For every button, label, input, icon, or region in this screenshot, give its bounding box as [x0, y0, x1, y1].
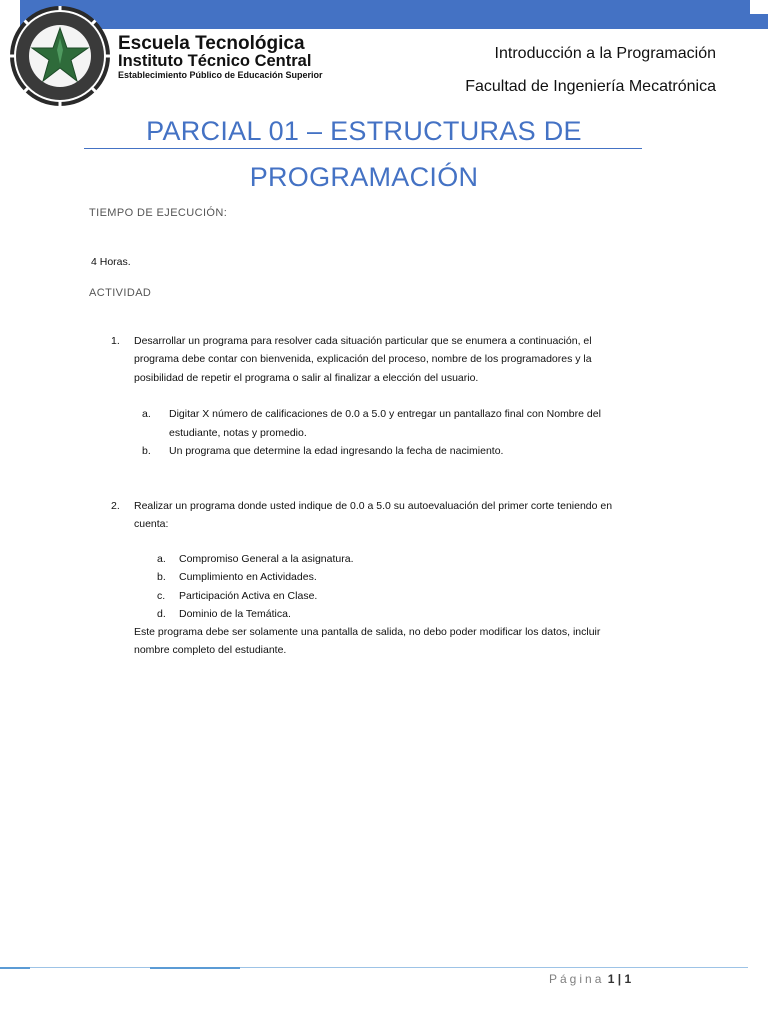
item2d-text: Dominio de la Temática.	[179, 608, 291, 620]
item1a-line2: estudiante, notas y promedio.	[169, 427, 307, 439]
activity-label: ACTIVIDAD	[89, 287, 152, 299]
item2c-text: Participación Activa en Clase.	[179, 590, 318, 602]
item1-line3: posibilidad de repetir el programa o salir al finalizar a elección del usuario.	[134, 372, 479, 384]
item1a-line1: Digitar X número de calificaciones de 0.0 a 5.0 y entregar un pantallazo final con Nombre del	[169, 408, 601, 420]
item2-note-line1: Este programa debe ser solamente una pantalla de salida, no debo poder modificar los datos, incluir	[134, 626, 601, 638]
item1-number: 1.	[111, 335, 120, 347]
page-separator: |	[617, 972, 622, 986]
item1-line2: programa debe contar con bienvenida, explicación del proceso, nombre de los programadores y la	[134, 353, 592, 365]
school-name: Escuela Tecnológica	[118, 33, 305, 54]
page-word: Página	[549, 972, 605, 986]
time-value: 4 Horas.	[91, 256, 131, 268]
faculty-name: Facultad de Ingeniería Mecatrónica	[465, 78, 716, 95]
footer-rule-accent-left	[0, 967, 30, 969]
item2b-text: Cumplimiento en Actividades.	[179, 571, 317, 583]
item2d-letter: d.	[157, 608, 166, 620]
item2b-letter: b.	[157, 571, 166, 583]
document-title-line2: PROGRAMACIÓN	[249, 162, 479, 192]
school-tagline: Establecimiento Público de Educación Superior	[118, 70, 323, 80]
item1b-line1: Un programa que determine la edad ingresando la fecha de nacimiento.	[169, 445, 504, 457]
item1-line1: Desarrollar un programa para resolver cada situación particular que se enumera a continuación, el	[134, 335, 592, 347]
institution-seal-icon	[8, 4, 112, 108]
item2-line2: cuenta:	[134, 518, 169, 530]
item2a-letter: a.	[157, 553, 166, 565]
item2a-text: Compromiso General a la asignatura.	[179, 553, 354, 565]
course-name: Introducción a la Programación	[494, 45, 716, 62]
school-subtitle: Instituto Técnico Central	[118, 52, 312, 70]
footer-rule-accent-mid	[150, 967, 240, 969]
document-title-line1: PARCIAL 01 – ESTRUCTURAS DE	[146, 116, 582, 146]
item2-line1: Realizar un programa donde usted indique de 0.0 a 5.0 su autoevaluación del primer corte teniendo en	[134, 500, 613, 512]
item2-number: 2.	[111, 500, 120, 512]
page-total: 1	[624, 972, 632, 986]
time-label: TIEMPO DE EJECUCIÓN:	[89, 207, 228, 219]
title-underline	[84, 148, 642, 149]
footer-rule	[0, 967, 748, 968]
item1b-letter: b.	[142, 445, 151, 457]
page-number	[549, 971, 631, 987]
header-bar	[20, 0, 750, 29]
page-current: 1	[607, 972, 615, 986]
item2-note-line2: nombre completo del estudiante.	[134, 644, 287, 656]
header-bar-tail	[750, 14, 768, 29]
item2c-letter: c.	[157, 590, 166, 602]
item1a-letter: a.	[142, 408, 151, 420]
